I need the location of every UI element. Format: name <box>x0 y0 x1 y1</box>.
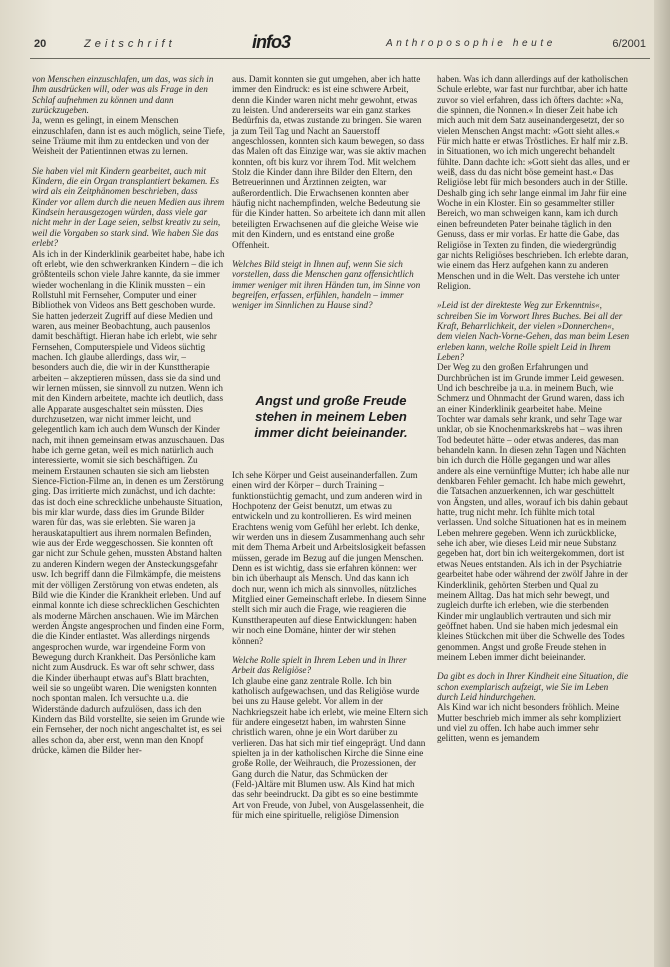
page-spine-shadow <box>654 0 670 967</box>
paragraph: Ich sehe Körper und Geist auseinanderfallen. Zum einen wird der Körper – durch Training – funktionstüchtig gemacht, und zum anderen wird in Hochpotenz der Geist benutzt, um etwas zu entwickeln und zu kontrollieren. Es wird meinen Erachtens wenig vom Gefühl her erlebt. Ich denke, wir werden uns in diesem Zusammenhang auch sehr mit dem Thema Arbeit und Arbeitslosigkeit befassen müssen, gerade im Bezug auf die jungen Menschen. Denn es ist wichtig, dass sie erfahren können: wer bin ich überhaupt als Mensch. Und das kann ich doch nur, wenn ich mich als sinnvolles, nützliches Mitglied einer Gemeinschaft erlebe. In diesem Sinne stellt sich mir auch die Frage, wie reagieren die Kunsttherapeuten auf diese Entwicklungen: haben wir noch eine Domäne, hinter der wir stehen können? <box>232 470 427 646</box>
paragraph-gap <box>32 157 225 166</box>
paragraph: aus. Damit konnten sie gut umgehen, aber ich hatte immer den Eindruck: es ist eine schwere Arbeit, denn die Kinder waren nicht mehr gewohnt, etwas zu leisten. Und andererseits war ein ganz starkes Bedürfnis da, etwas zustande zu bringen. Sie waren ja zum Teil Tag und Nacht an Sauerstoff angeschlossen, konnten sich kaum bewegen, so dass das Malen oft das Einzige war, was sie aktiv machen konnten, oft bis kurz vor ihrem Tod. Mit welchem Stolz die Kinder dann ihre Bilder den Eltern, den Betreuerinnen und Ärztinnen zeigten, war außerordentlich. Die Erwachsenen konnten aber häufig nicht nachempfinden, welche Bedeutung sie für die Kinder hatten. So arbeitete ich dann mit allen beteiligten Erwachsenen auf die gleiche Weise wie mit den Kindern, und es entstand eine große Offenheit. <box>232 74 427 250</box>
interview-question: Welches Bild steigt in Ihnen auf, wenn Sie sich vorstellen, dass die Menschen ganz offensichtlich immer weniger mit ihren Händen tun, im Sinne von begreifen, erfassen, erfühlen, handeln – immer weniger im Sinnlichen zu Hause sind? <box>232 258 421 311</box>
magazine-logo: info3 <box>252 32 290 52</box>
column-1 <box>32 74 225 755</box>
paragraph: Ja, wenn es gelingt, in einem Menschen einzuschlafen, dann ist es auch möglich, seine Tiefe, seine Träume mit ihm zu entdecken und von der Weisheit der Patientinnen etwas zu lernen. <box>32 115 225 157</box>
paragraph: von Menschen einzuschlafen, um das, was sich in Ihm ausdrücken will, oder was als Frage in den Schlaf aufnehmen zu können und dann zurückzugeben. <box>32 74 214 116</box>
paragraph-gap <box>232 250 428 259</box>
interview-question: Welche Rolle spielt in Ihrem Leben und in Ihrer Arbeit das Religiöse? <box>232 654 407 676</box>
paragraph-gap <box>437 662 630 671</box>
section-title: Anthroposophie heute <box>386 38 556 49</box>
paragraph: Ich glaube eine ganz zentrale Rolle. Ich bin katholisch aufgewachsen, und das Religiöse wurde bei uns zu Hause gelebt. Vor allem in der Nachkriegszeit habe ich erlebt, wie meine Eltern sich für andere eingesetzt haben, im wahrsten Sinne christlich waren, ohne je ein Wort darüber zu verlieren. Das hat sich mir tief eingeprägt. Und dann spielten ja in der katholischen Kirche die Sinne eine große Rolle, der Weihrauch, die Prozessionen, der Gang durch die Natur, das Schmücken der (Feld-)Altäre mit Blumen usw. Als Kind hat mich das sehr beeindruckt. Da gibt es so eine bestimmte Art von Freude, von Jubel, von Ausgelassenheit, die für mich eine spirituelle, religiöse Dimension <box>232 675 428 820</box>
interview-question: Sie haben viel mit Kindern gearbeitet, auch mit Kindern, die ein Organ transplantiert bekamen. Es wird als ein Zeitphänomen beschrieben, dass Kinder vor allem durch die neuen Medien aus ihrem Kindsein herausgezogen würden, dass viele gar nicht mehr in der Lage seien, selbst kreativ zu sein, weil die Vorgaben so stark sind. Wie haben Sie das erlebt? <box>32 165 225 249</box>
paragraph-gap <box>232 646 428 655</box>
interview-question: »Leid ist der direkteste Weg zur Erkenntnis«, schreiben Sie im Vorwort Ihres Buches. Bei all der Kraft, Beharrlichkeit, der vielen »Donnerchen«, dem vielen Nach-Vorne-Gehen, das man beim Lesen erleben kann, welche Rolle spielt Leid in Ihrem Leben? <box>437 300 630 362</box>
pull-quote-line: Angst und große Freude <box>255 393 407 408</box>
column-3 <box>437 74 630 744</box>
pull-quote-line: immer dicht beieinander. <box>254 425 408 440</box>
pull-quote <box>238 393 424 441</box>
interview-question: Da gibt es doch in Ihrer Kindheit eine Situation, die schon exemplarisch aufzeigt, wie Sie im Leben durch Leid hindurchgehen. <box>437 671 629 702</box>
magazine-label: Zeitschrift <box>84 38 176 50</box>
page-number: 20 <box>34 38 47 50</box>
issue-number: 6/2001 <box>612 38 646 50</box>
paragraph: Als Kind war ich nicht besonders fröhlich. Meine Mutter beschrieb mich immer als sehr kompliziert und viel zu offen. Ich habe auch immer sehr gelitten, wenn es jemandem <box>437 702 622 744</box>
pull-quote-line: stehen in meinem Leben <box>255 409 407 424</box>
paragraph-gap <box>437 291 630 300</box>
paragraph: Der Weg zu den großen Erfahrungen und Durchbrüchen ist im Grunde immer Leid gewesen. Und ich beschreibe ja u.a. in meinem Buch, wie Schmerz und Ohnmacht der Grund waren, dass ich an einer Kinderklinik gearbeitet habe. Meine Tochter war damals sehr krank, und sehr Tage war unklar, ob sie Knochenmarkskrebs hat – was ihren Tod bedeutet hätte – oder etwas anderes, das man behandeln kann. In diesen zehn Tagen und Nächten bin ich durch die Hölle gegangen und war alles andere als eine vernünftige Mutter; ich habe alle nur denkbaren Fehler gemacht. Ich habe mich gewehrt, die Tatsachen anzuerkennen, ich war geschüttelt von Ängsten, und alles, worauf ich bis dahin gebaut hatte, trug nicht mehr. Ich fühlte mich total verlassen. Und solche Situationen hat es in meinem Leben mehrere gegeben. Wenn ich zurückblicke, sehe ich aber, wie dieses Leid mir neue Substanz gegeben hat, dort bin ich weitergekommen, dort ist etwas Neues entstanden. Als ich in der Psychiatrie gearbeitet habe oder während der zwölf Jahre in der Kinderklinik, gehörten Sterben und Qual zu meinem Alltag. Das hat mich sehr bewegt, und zugleich durfte ich erleben, wie die sterbenden Kinder mir unglaublich vertrauten und sich mir geöffnet haben. Und sie haben mich jedesmal ein kleines Stückchen mit über die Schwelle des Todes genommen. Angst und große Freude stehen in meinem Leben immer dicht beieinander. <box>437 362 630 662</box>
header-divider <box>30 58 650 59</box>
running-header <box>30 32 652 56</box>
paragraph: Als ich in der Kinderklinik gearbeitet habe, habe ich oft erlebt, wie den schwerkranken Kindern – die ich größtenteils schon viele Jahre kannte, da sie immer wieder wochenlang in die Klinik mussten – ein Rollstuhl mit Fernseher, Computer und einer Bibliothek von Videos ans Bett geschoben wurde. Sie hatten jederzeit Zugriff auf diese Medien und waren, aus meiner Beobachtung, auch pausenlos damit beschäftigt. Hieran habe ich erlebt, wie sehr Fernsehen, Computerspiele und Videos süchtig machen. Ich glaube allerdings, dass wir, – besonders auch die, die wir in der Kunsttherapie arbeiten – akzeptieren müssen, dass sie da sind und wir lernen müssen, sie sinnvoll zu nutzen. Wenn ich mit den Kindern arbeitete, machte ich deutlich, dass alle Apparate ausgeschaltet sein müssten. Dies durchzusetzen, war nicht immer leicht, und gelegentlich kam ich auch dem Wunsch der Kinder nach, mit ihnen gemeinsam etwas anzuschauen. Das habe ich gerne getan, weil es mich natürlich auch interessierte, womit sie sich beschäftigen. Zu meinem Erstaunen schauten sie sich am liebsten Sience-Fiction-Filme an, in denen es um Zerstörung ging. Das irritierte mich zunächst, und ich dachte: das ist doch eine schreckliche unbehauste Situation, bis mir klar wurde, dass dies im Grunde Bilder waren für das, was sie erlebten. Sie waren ja herauskatapultiert aus ihrem normalen Befinden, wie aus der Erde weggeschossen. Sie konnten oft gar nicht zur Schule gehen, mussten Abstand halten zu anderen Kindern wegen der Ansteckungsgefahr usw. Ich begriff dann die Filmkämpfe, die meistens mit der völligen Zerstörung von etwas endeten, als Bild wie die Kinder die Krankheit erleben. Und auf einmal konnte ich diese schrecklichen Geschichten als moderne Märchen anschauen. Wie im Märchen werden Ängste angesprochen und finden eine Form, die die Kinder entlastet. Was allerdings nirgends angesprochen wurde, war irgendeine Form von Bewegung durch Krankheit. Das Persönliche kam nicht zum Ausdruck. Es war oft sehr schwer, dass die Kinder überhaupt etwas auf's Blatt brachten, weil sie so ungeübt waren. Die wenigsten konnten noch spontan malen. Ich versuchte u.a. die Widerstände dadurch aufzulösen, dass ich den Kindern das Bild vorstellte, sie seien im Grunde wie ein Fernseher, der noch nicht angeschaltet ist, es sei alles schon da, aber erst, wenn man den Knopf drücke, kämen die Bilder her- <box>32 248 225 755</box>
paragraph: haben. Was ich dann allerdings auf der katholischen Schule erlebte, war fast nur furchtbar, aber ich hatte zuvor so viel erfahren, dass ich öfters dachte: »Na, die spinnen, die Nonnen.« In dieser Zeit habe ich mich auch mit dem Satz auseinandergesetzt, der so vielen Menschen Angst macht: »Gott sieht alles.« Für mich hatte er etwas Tröstliches. Er half mir z.B. in Situationen, wo ich mich ungerecht behandelt fühlte. Dann dachte ich: »Gott sieht das alles, und er weiß, dass du das nicht böse gemeint hast.« Das Religiöse lebt für mich besonders auch in der Stille. Deshalb ging ich sehr lange einmal im Jahr für eine Woche in ein Kloster. Ein so gesammelter stiller Bereich, wo man schweigen kann, kam ich durch einen befreundeten Pater beinahe täglich in den Genuss, dass er mir vorlas. Er hatte die Gabe, das Religiöse in Texten zu finden, die wiedergründig gar nichts Religiöses beschrieben. Ich erlebte daran, wie einem das Herz aufgehen kann zu anderen Menschen und in die Welt. Das verstehe ich unter Religion. <box>437 74 630 291</box>
column-2-lower <box>232 470 428 820</box>
column-2 <box>232 74 428 311</box>
